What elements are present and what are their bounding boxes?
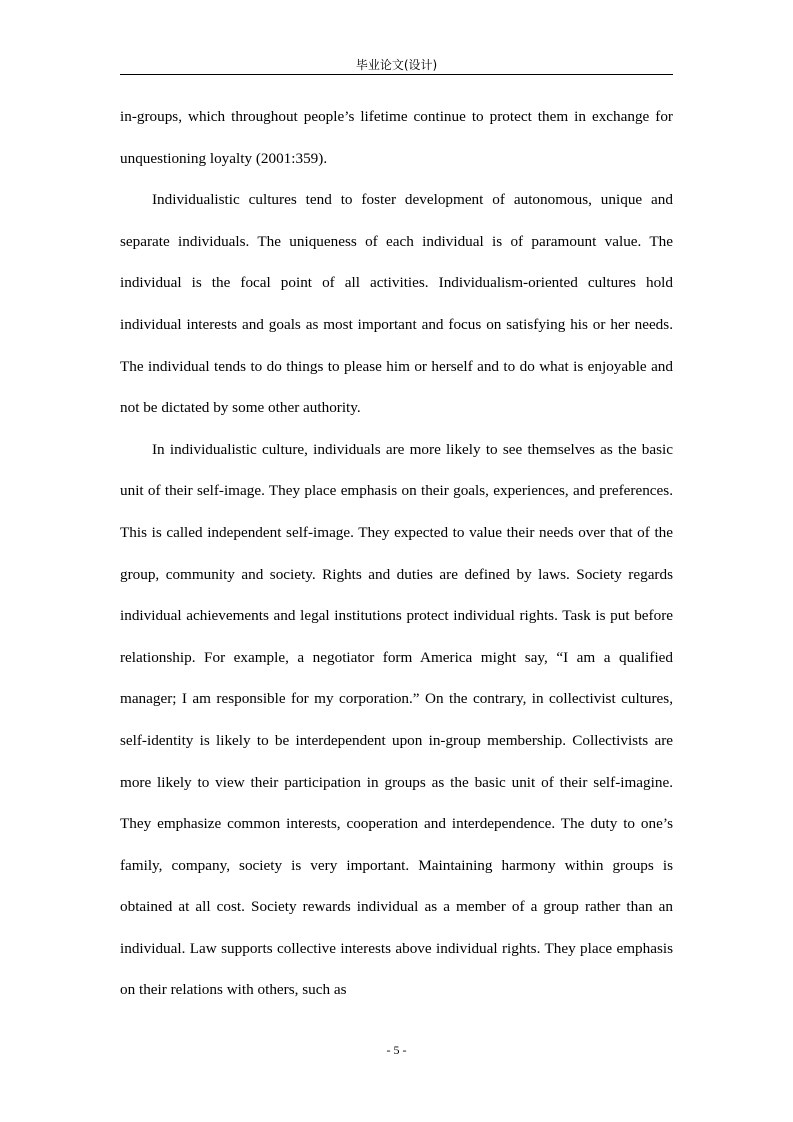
- paragraph-continued: in-groups, which throughout people’s lifetime continue to protect them in exchange for unquestioning loyalty (2001:359).: [120, 108, 673, 167]
- paragraph-individualistic-vs-collectivist: In individualistic culture, individuals are more likely to see themselves as the basic unit of their self-image. They place emphasis on their goals, experiences, and preferences. This is called independent self-image. They expected to value their needs over that of the group, community and society. Rights and duties are defined by laws. Society regards individual achievements and legal institutions protect individual rights. Task is put before relationship. For example, a negotiator form America might say, “I am a qualified manager; I am responsible for my corporation.” On the contrary, in collectivist cultures, self-identity is likely to be interdependent upon in-group membership. Collectivists are more likely to view their participation in groups as the basic unit of their self-imagine. They emphasize common interests, cooperation and interdependence. The duty to one’s family, company, society is very important. Maintaining harmony within groups is obtained at all cost. Society rewards individual as a member of a group rather than an individual. Law supports collective interests above individual rights. They place emphasis on their relations with others, such as: [120, 440, 673, 999]
- header-divider: [120, 74, 673, 75]
- page-number: - 5 -: [386, 1043, 407, 1057]
- body-text: [120, 96, 673, 1011]
- page-header-title: 毕业论文(设计): [355, 58, 438, 72]
- paragraph-individualistic-cultures: Individualistic cultures tend to foster development of autonomous, unique and separate individuals. The uniqueness of each individual is of paramount value. The individual is the focal point of all activities. Individualism-oriented cultures hold individual interests and goals as most important and focus on satisfying his or her needs. The individual tends to do things to please him or herself and to do what is enjoyable and not be dictated by some other authority.: [120, 191, 673, 417]
